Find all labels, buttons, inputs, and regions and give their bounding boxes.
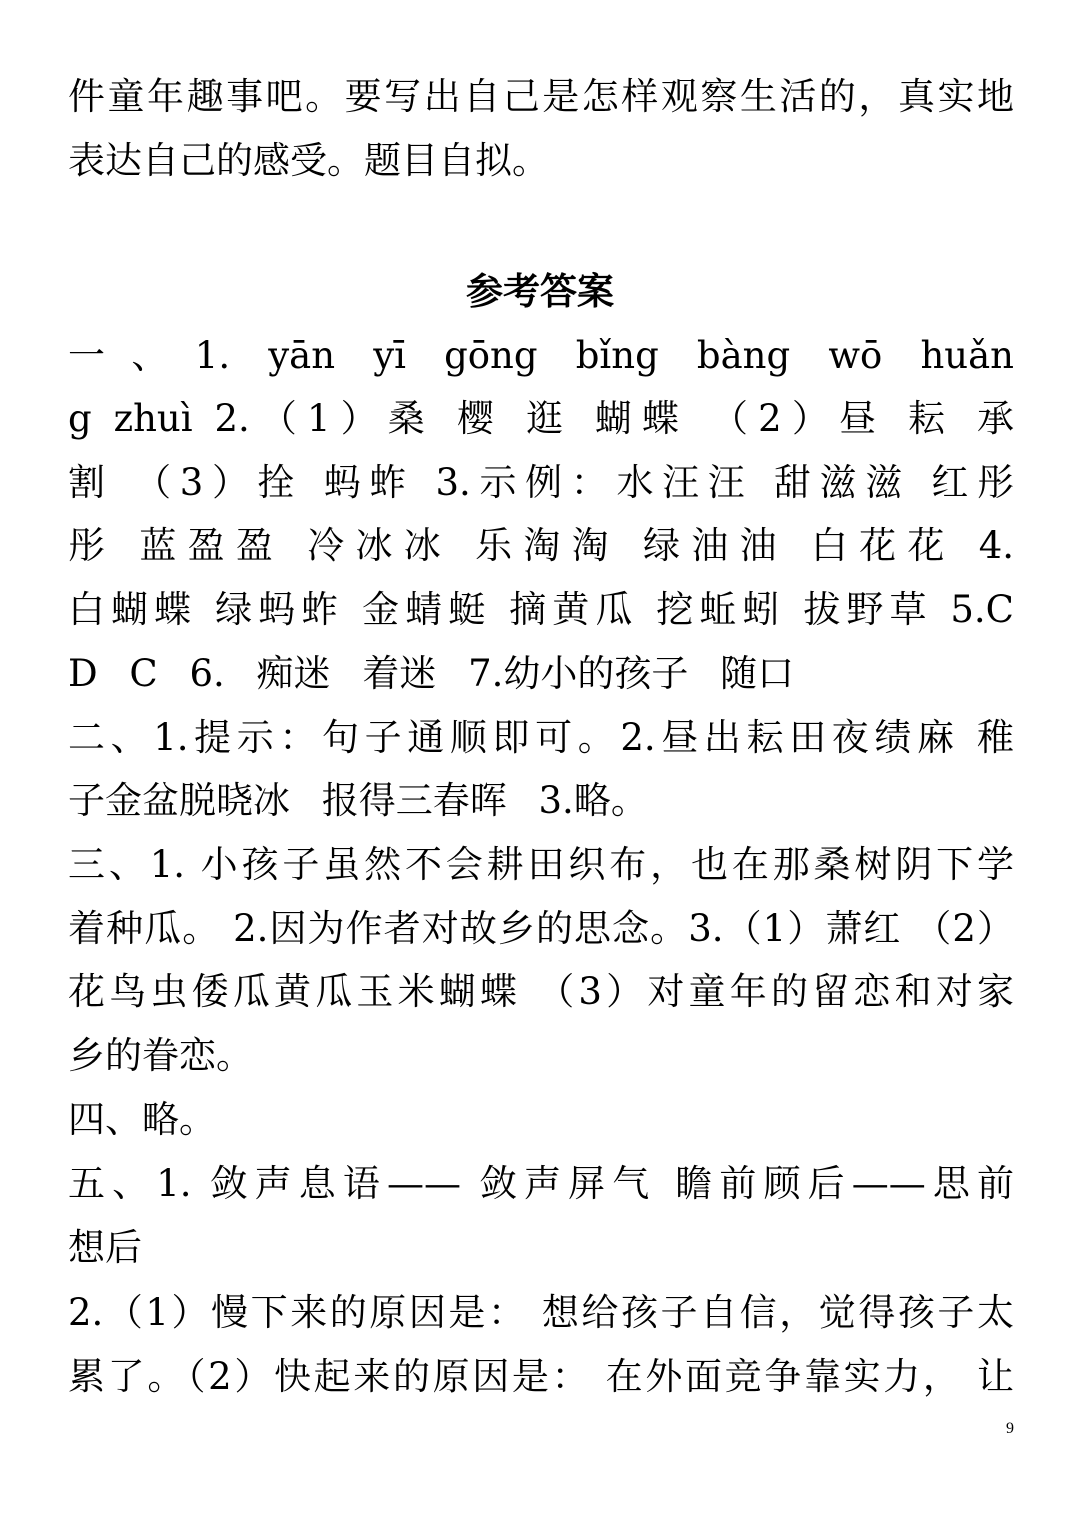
answer-line: 五、1. 敛声息语—— 敛声屏气 瞻前顾后——思前 (68, 1162, 1014, 1205)
answer-line: 2.（1）慢下来的原因是： 想给孩子自信，觉得孩子太 (68, 1291, 1014, 1334)
page-number: 9 (1006, 1420, 1014, 1437)
answer-line: 割 （3）拴 蚂蚱 3.示例：水汪汪 甜滋滋 红彤 (68, 461, 1014, 504)
answer-line: 花鸟虫倭瓜黄瓜玉米蝴蝶 （3）对童年的留恋和对家 (68, 970, 1014, 1013)
answer-line: 想后 (68, 1226, 142, 1269)
answer-line: 一、1. yān yī gōng bǐng bàng wō huǎn (68, 334, 1014, 377)
answer-line: 白蝴蝶 绿蚂蚱 金蜻蜓 摘黄瓜 挖蚯蚓 拔野草 5.C (68, 588, 1014, 631)
answer-line: 彤 蓝盈盈 冷冰冰 乐淘淘 绿油油 白花花 4. (68, 524, 1014, 567)
answer-line: 四、略。 (68, 1098, 216, 1141)
answer-line: 子金盆脱晓冰 报得三春晖 3.略。 (68, 779, 648, 822)
answer-line: 着种瓜。 2.因为作者对故乡的思念。3.（1）萧红 （2） (68, 907, 1014, 950)
answer-line: 乡的眷恋。 (68, 1034, 253, 1077)
intro-line-1: 件童年趣事吧。要写出自己是怎样观察生活的，真实地 (68, 75, 1014, 118)
intro-line-2: 表达自己的感受。题目自拟。 (68, 139, 549, 182)
answer-line: g zhuì 2.（1）桑 樱 逛 蝴蝶 （2）昼 耘 承 (68, 397, 1014, 440)
answer-line: 二、1.提示：句子通顺即可。2.昼出耘田夜绩麻 稚 (68, 716, 1014, 759)
answer-line: 三、1. 小孩子虽然不会耕田织布，也在那桑树阴下学 (68, 843, 1014, 886)
answer-line: 累了。（2）快起来的原因是： 在外面竞争靠实力， 让 (68, 1355, 1014, 1398)
section-title: 参考答案 (466, 270, 614, 313)
answer-line: D C 6. 痴迷 着迷 7.幼小的孩子 随口 (68, 652, 795, 695)
